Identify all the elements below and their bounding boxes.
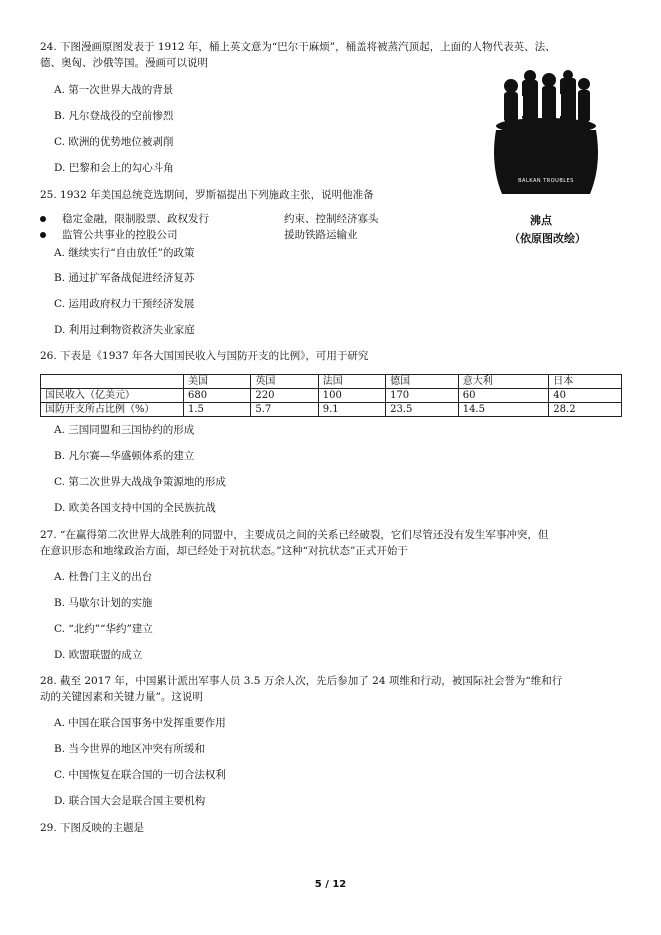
- table-header-cell: 日本: [549, 375, 622, 389]
- q25-option-c: C. 运用政府权力干预经济发展: [54, 298, 195, 310]
- q24-option-a: A. 第一次世界大战的背景: [54, 84, 174, 96]
- table-cell: 1.5: [184, 403, 251, 417]
- table-header-cell: 法国: [318, 375, 385, 389]
- table-header-cell: 美国: [184, 375, 251, 389]
- cartoon-caption: 沸点: [530, 214, 552, 227]
- barrel-label: BALKAN TROUBLES: [518, 178, 574, 184]
- q27-option-c: C. “北约”“华约”建立: [54, 623, 153, 635]
- q28-option-b: B. 当今世界的地区冲突有所缓和: [54, 743, 205, 755]
- q28-stem-line1: 28. 截至 2017 年，中国累计派出军事人员 3.5 万余人次，先后参加了 24 项维和行动，被国际社会誉为“维和行: [40, 675, 563, 687]
- q26-option-a: A. 三国同盟和三国协约的形成: [54, 424, 195, 436]
- q26-stem: 26. 下表是《1937 年各大国国民收入与国防开支的比例》，可用于研究: [40, 350, 369, 362]
- q24-stem-line2: 德、奥匈、沙俄等国。漫画可以说明: [40, 57, 208, 69]
- q24-option-d: D. 巴黎和会上的勾心斗角: [54, 162, 174, 174]
- table-cell: 100: [318, 389, 385, 403]
- q24-stem-line1: 24. 下图漫画原图发表于 1912 年，桶上英文意为“巴尔干麻烦”，桶盖将被蒸汽顶起，上面的人物代表英、法、: [40, 41, 556, 53]
- q25-bullet-1: [40, 212, 209, 226]
- q25-bullet-1-left: 稳定金融，限制股票、政权发行: [62, 213, 209, 225]
- page-number: 5 / 12: [314, 879, 347, 890]
- table-row: [41, 389, 622, 403]
- q25-bullet-2-right: 援助铁路运输业: [284, 229, 358, 241]
- q27-option-d: D. 欧盟联盟的成立: [54, 649, 143, 661]
- q28-stem-line2: 动的关键因素和关键力量”。这说明: [40, 691, 203, 703]
- table-cell: 国防开支所占比例（%）: [41, 403, 184, 417]
- table-header-cell: 意大利: [458, 375, 549, 389]
- q24-option-c: C. 欧洲的优势地位被剥削: [54, 136, 174, 148]
- q28-option-d: D. 联合国大会是联合国主要机构: [54, 795, 206, 807]
- cartoon-caption-sub: （依原图改绘）: [509, 232, 586, 245]
- bullet-dot: [40, 216, 46, 222]
- q25-option-d: D. 利用过剩物资救济失业家庭: [54, 324, 195, 336]
- table-cell: 40: [549, 389, 622, 403]
- table-row: [41, 403, 622, 417]
- table-cell: 14.5: [458, 403, 549, 417]
- table-cell: 680: [184, 389, 251, 403]
- table-header-cell: [41, 375, 184, 389]
- table-cell: 国民收入（亿美元）: [41, 389, 184, 403]
- q25-bullet-2-left: 监管公共事业的控股公司: [62, 229, 178, 241]
- q25-bullet-1-right: 约束、控制经济寡头: [284, 213, 379, 225]
- q28-option-c: C. 中国恢复在联合国的一切合法权利: [54, 769, 226, 781]
- q25-stem: 25. 1932 年美国总统竞选期间，罗斯福提出下列施政主张，说明他准备: [40, 189, 374, 201]
- table-header-row: [41, 375, 622, 389]
- table-header-cell: 英国: [251, 375, 318, 389]
- table-cell: 60: [458, 389, 549, 403]
- q25-bullet-2: [40, 228, 178, 242]
- table-cell: 23.5: [386, 403, 459, 417]
- q25-option-b: B. 通过扩军备战促进经济复苏: [54, 272, 195, 284]
- q27-option-a: A. 杜鲁门主义的出台: [54, 571, 153, 583]
- q26-option-b: B. 凡尔赛—华盛顿体系的建立: [54, 450, 195, 462]
- bullet-dot: [40, 232, 46, 238]
- q26-option-c: C. 第二次世界大战战争策源地的形成: [54, 476, 226, 488]
- table-cell: 220: [251, 389, 318, 403]
- q27-stem-line2: 在意识形态和地缘政治方面，却已经处于对抗状态。”这种“对抗状态”正式开始于: [40, 545, 408, 557]
- table-header-cell: 德国: [386, 375, 459, 389]
- q29-stem: 29. 下图反映的主题是: [40, 822, 145, 834]
- q26-option-d: D. 欧美各国支持中国的全民族抗战: [54, 502, 216, 514]
- table-cell: 170: [386, 389, 459, 403]
- q25-option-a: A. 继续实行“自由放任”的政策: [54, 247, 195, 259]
- q27-option-b: B. 马歇尔计划的实施: [54, 597, 153, 609]
- q28-option-a: A. 中国在联合国事务中发挥重要作用: [54, 717, 226, 729]
- table-cell: 28.2: [549, 403, 622, 417]
- q24-option-b: B. 凡尔登战役的空前惨烈: [54, 110, 174, 122]
- income-defense-table: [40, 374, 622, 417]
- boiling-point-cartoon: [486, 70, 604, 202]
- q27-stem-line1: 27. “在赢得第二次世界大战胜利的同盟中，主要成员之间的关系已经破裂，它们尽管还没有发生军事冲突，但: [40, 529, 549, 541]
- table-cell: 5.7: [251, 403, 318, 417]
- table-cell: 9.1: [318, 403, 385, 417]
